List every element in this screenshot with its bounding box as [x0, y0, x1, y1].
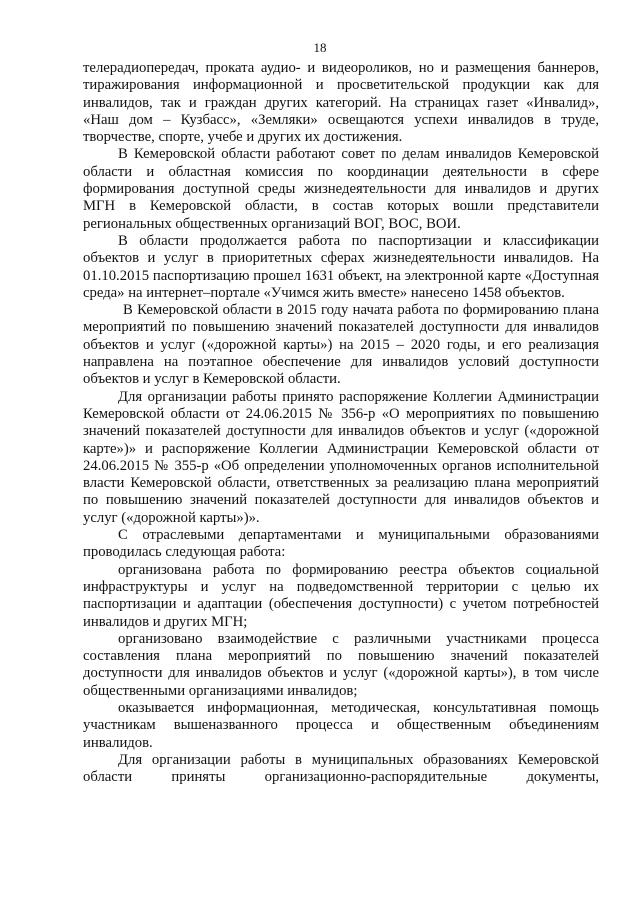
- paragraph: оказывается информационная, методическая, консультативная помощь участникам вышеназванного процесса и общественным объединениям инвалидов.: [83, 699, 599, 751]
- paragraph: В Кемеровской области в 2015 году начата работа по формированию плана мероприятий по повышению значений показателей доступности для инвалидов объектов и услуг («дорожной карты») на 2015 – 2020 годы, и его реализация направлена на поэтапное обеспечение для инвалидов условий доступности объектов и услуг в Кемеровской области.: [83, 302, 599, 388]
- paragraph: В области продолжается работа по паспортизации и классификации объектов и услуг в приоритетных сферах жизнедеятельности инвалидов. На 01.10.2015 паспортизацию прошел 1631 объект, на электронной карте «Доступная среда» на интернет–портале «Учимся жить вместе» нанесено 1458 объектов.: [83, 232, 599, 301]
- paragraph: С отраслевыми департаментами и муниципальными образованиями проводилась следующая работа:: [83, 527, 599, 561]
- document-body: [83, 60, 599, 786]
- paragraph: В Кемеровской области работают совет по делам инвалидов Кемеровской области и областная комиссия по координации деятельности в сфере формирования доступной среды жизнедеятельности для инвалидов и других МГН в Кемеровской области, в состав которых вошли представители региональных общественных организаций ВОГ, ВОС, ВОИ.: [83, 146, 599, 232]
- paragraph: организовано взаимодействие с различными участниками процесса составления плана мероприятий по повышению значений показателей доступности для инвалидов объектов и услуг («дорожной карты»), в том числе общественными организациями инвалидов;: [83, 630, 599, 699]
- paragraph: Для организации работы принято распоряжение Коллегии Администрации Кемеровской области от 24.06.2015 № 356-р «О мероприятиях по повышению значений показателей доступности для инвалидов объектов и услуг («дорожной карте»)» и распоряжение Коллегии Администрации Кемеровской области от 24.06.2015 № 355-р «Об определении уполномоченных органов исполнительной власти Кемеровской области, ответственных за реализацию плана мероприятий по повышению значений показателей доступности для инвалидов объектов и услуг («дорожной карты»)».: [83, 388, 599, 526]
- paragraph: Для организации работы в муниципальных образованиях Кемеровской области приняты организационно-распорядительные документы,: [83, 751, 599, 786]
- paragraph: телерадиопередач, проката аудио- и видеороликов, но и размещения баннеров, тиражирования информационной и просветительской продукции как для инвалидов, так и граждан других категорий. На страницах газет «Инвалид», «Наш дом – Кузбасс», «Земляки» освещаются успехи инвалидов в труде, творчестве, спорте, учебе и других их достижения.: [83, 60, 599, 146]
- page-number: 18: [313, 40, 327, 55]
- paragraph: организована работа по формированию реестра объектов социальной инфраструктуры и услуг на подведомственной территории с целью их паспортизации и адаптации (обеспечения доступности) с учетом потребностей инвалидов и других МГН;: [83, 561, 599, 630]
